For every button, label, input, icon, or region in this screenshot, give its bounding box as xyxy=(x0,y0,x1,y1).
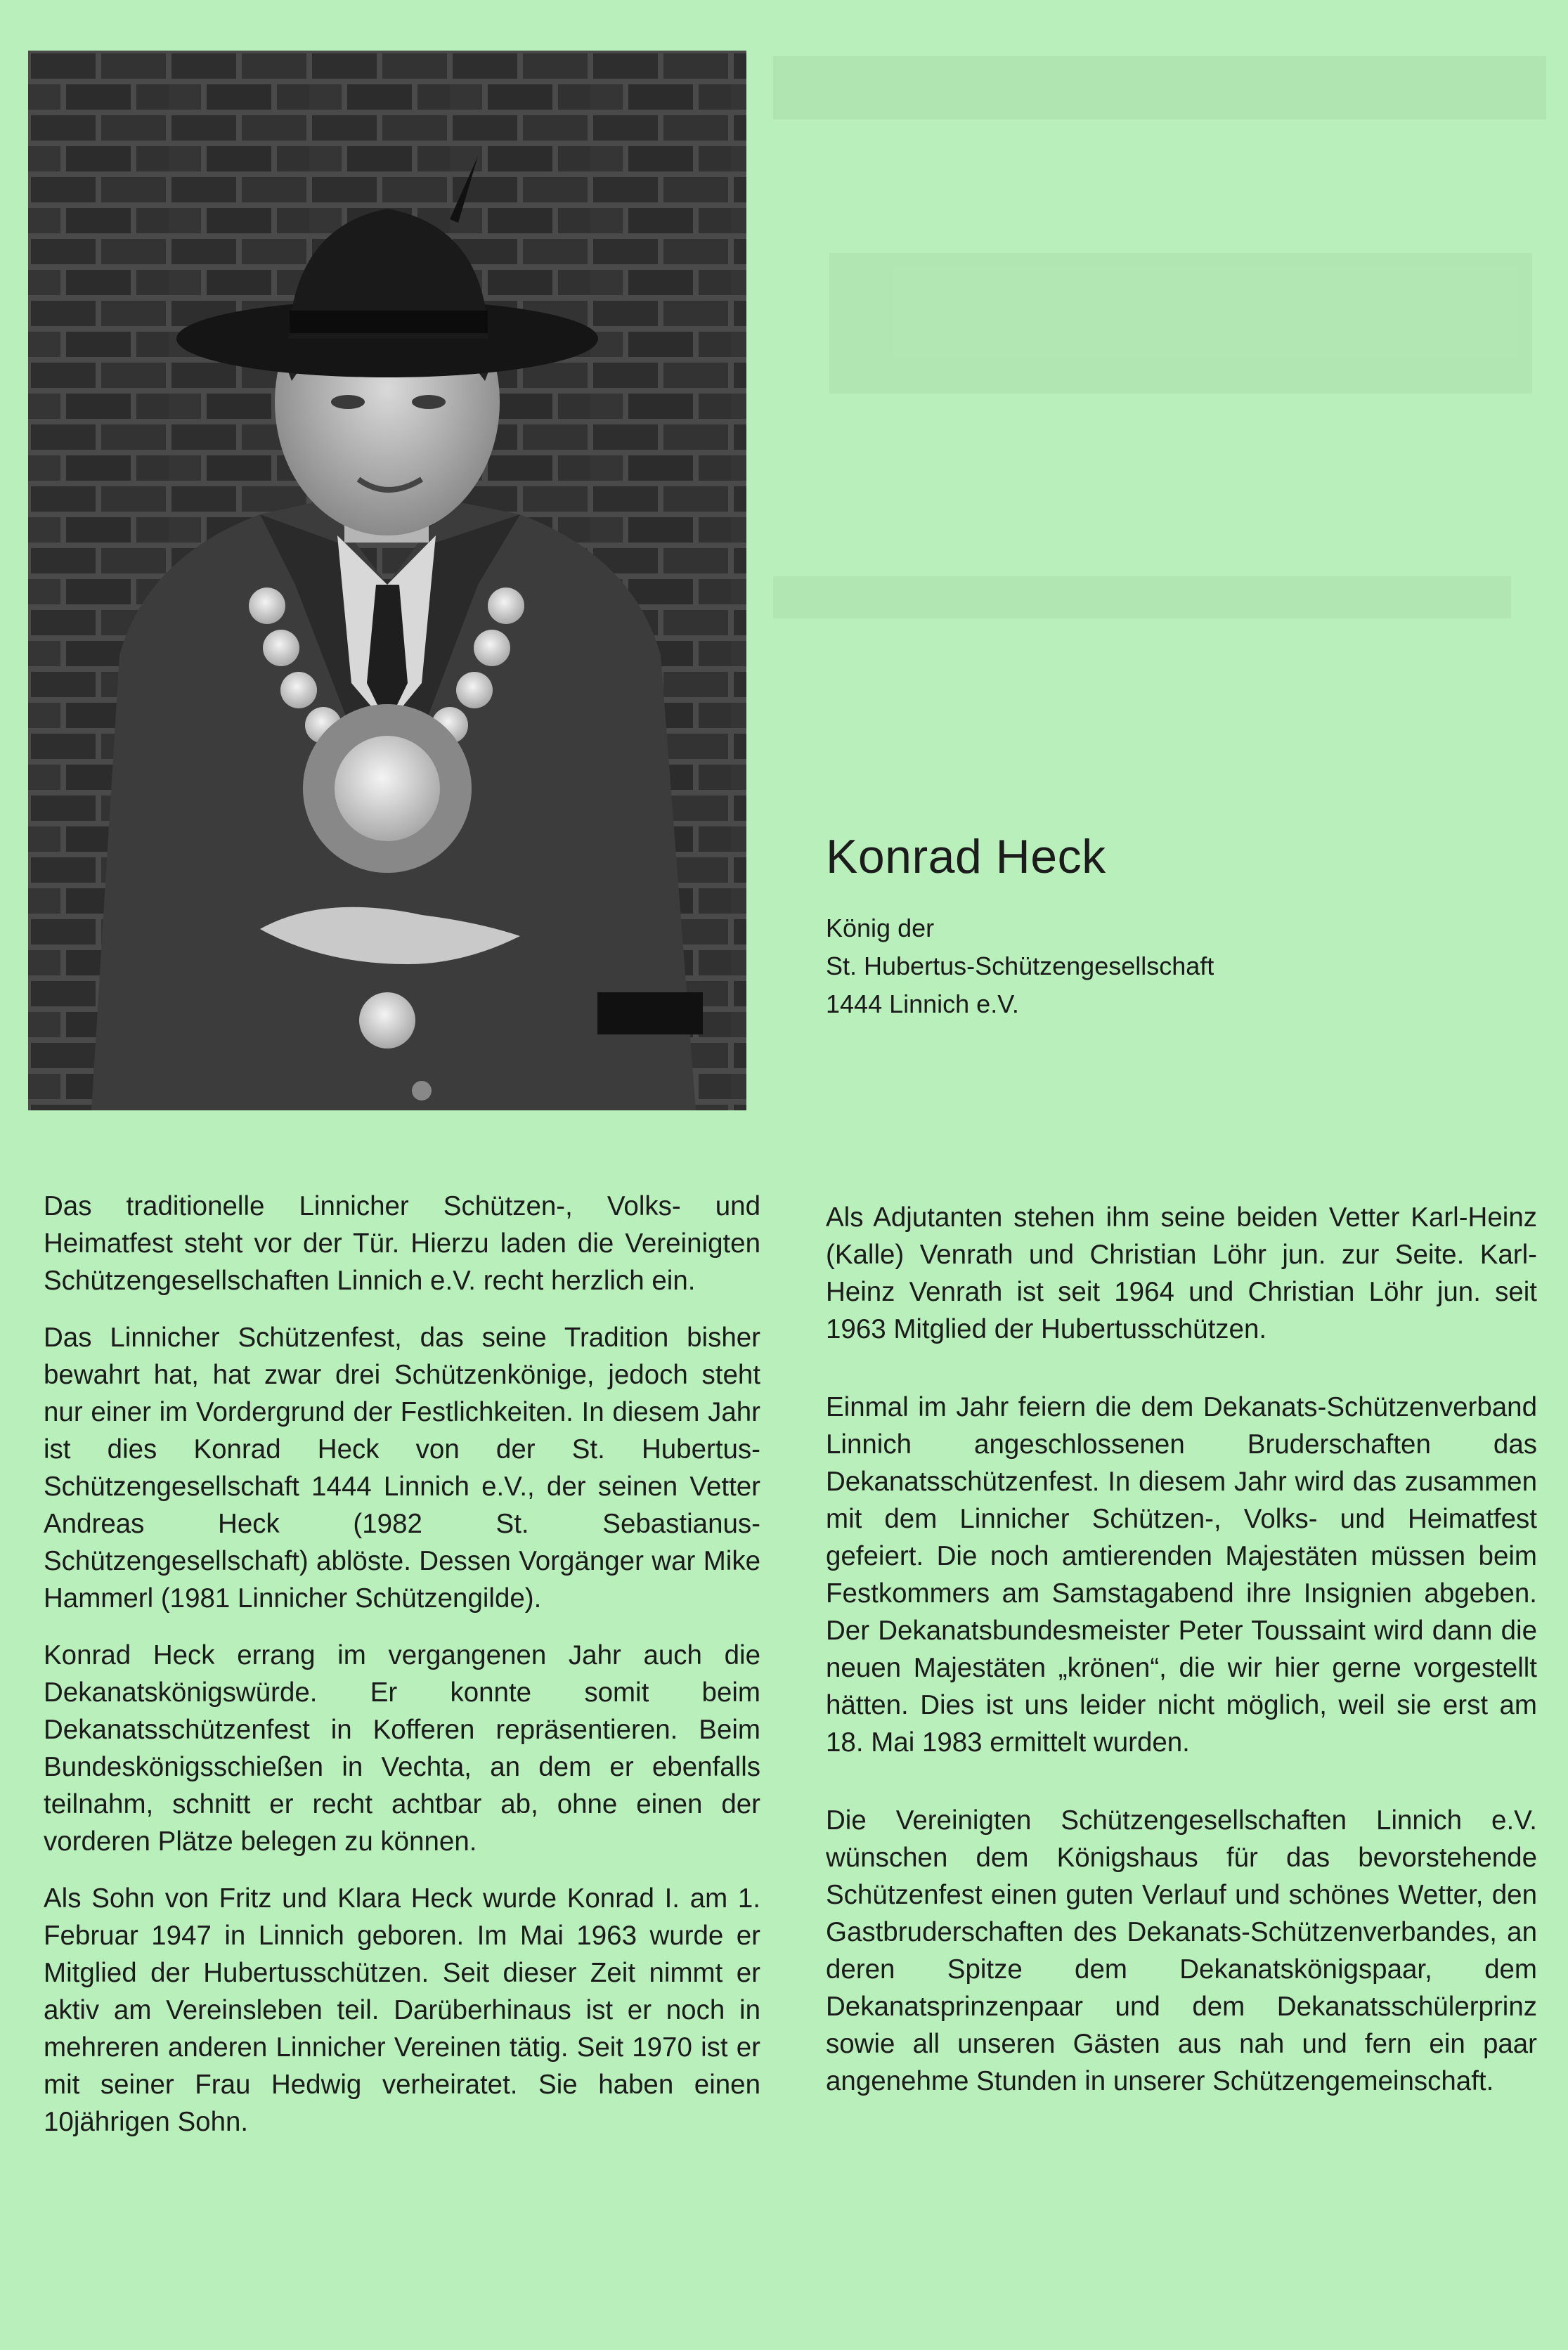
person-name: Konrad Heck xyxy=(826,830,1106,883)
subtitle-line: 1444 Linnich e.V. xyxy=(826,989,1019,1018)
portrait-photo-graphic xyxy=(28,51,746,1110)
right-column xyxy=(826,1199,1537,2141)
paragraph: Als Adjutanten stehen ihm seine beiden Vetter Karl-Heinz (Kalle) Venrath und Christian Löhr jun. zur Seite. Karl-Heinz Venrath ist seit 1964 und Christian Löhr jun. seit 1963 Mitglied der Hubertusschützen. xyxy=(826,1202,1537,1344)
portrait-photo xyxy=(28,51,746,1110)
paragraph: Konrad Heck errang im vergangenen Jahr auch die Dekanatskönigswürde. Er konnte somit beim Dekanatsschützenfest in Kofferen repräsentieren. Beim Bundeskönigsschießen in Vechta, an dem er ebenfalls teilnahm, schnitt er recht achtbar ab, ohne einen der vorderen Plätze belegen zu können. xyxy=(44,1640,760,1857)
paragraph: Das Linnicher Schützenfest, das seine Tradition bisher bewahrt hat, hat zwar drei Schützenkönige, jedoch steht nur einer im Vordergrund der Festlichkeiten. In diesem Jahr ist dies Konrad Heck von der St. Hubertus-Schützengesellschaft 1444 Linnich e.V., der seinen Vetter Andreas Heck (1982 St. Sebastianus-Schützengesellschaft) ablöste. Dessen Vorgänger war Mike Hammerl (1981 Linnicher Schützengilde). xyxy=(44,1323,760,1614)
paragraph: Das traditionelle Linnicher Schützen-, Volks- und Heimatfest steht vor der Tür. Hierzu laden die Vereinigten Schützengesellschaften Linnich e.V. recht herzlich ein. xyxy=(44,1191,760,1296)
paragraph: Die Vereinigten Schützengesellschaften Linnich e.V. wünschen dem Königshaus für das bevorstehende Schützenfest einen guten Verlauf und schönes Wetter, den Gastbruderschaften des Dekanats-Schützenverbandes, an deren Spitze dem Dekanatskönigspaar, dem Dekanatsprinzenpaar und dem Dekanatsschülerprinz sowie all unseren Gästen aus nah und fern ein paar angenehme Stunden in unserer Schützengemeinschaft. xyxy=(826,1805,1537,2096)
paragraph: Einmal im Jahr feiern die dem Dekanats-Schützenverband Linnich angeschlossenen Bruderschaften das Dekanatsschützenfest. In diesem Jahr wird das zusammen mit dem Linnicher Schützen-, Volks- und Heimatfest gefeiert. Die noch amtierenden Majestäten müssen beim Festkommers am Samstagabend ihre Insignien abgeben. Der Dekanatsbundesmeister Peter Toussaint wird dann die neuen Majestäten „krönen“, die wir hier gerne vorgestellt hätten. Dies ist uns leider nicht möglich, weil sie erst am 18. Mai 1983 ermittelt wurden. xyxy=(826,1392,1537,1758)
subtitle-line: König der xyxy=(826,914,935,942)
bleed-through-shape xyxy=(829,253,1532,394)
bleed-through-shape xyxy=(773,56,1546,119)
paragraph: Als Sohn von Fritz und Klara Heck wurde Konrad I. am 1. Februar 1947 in Linnich geboren. Im Mai 1963 wurde er Mitglied der Hubertusschützen. Seit dieser Zeit nimmt er aktiv am Vereinsleben teil. Darüberhinaus ist er noch in mehreren anderen Linnicher Vereinen tätig. Seit 1970 ist er mit seiner Frau Hedwig verheiratet. Sie haben einen 10jährigen Sohn. xyxy=(44,1883,760,2137)
subtitle-line: St. Hubertus-Schützengesellschaft xyxy=(826,952,1214,980)
bleed-through-shape xyxy=(773,576,1511,618)
caption-block xyxy=(826,829,1214,1023)
left-column xyxy=(44,1188,760,2160)
